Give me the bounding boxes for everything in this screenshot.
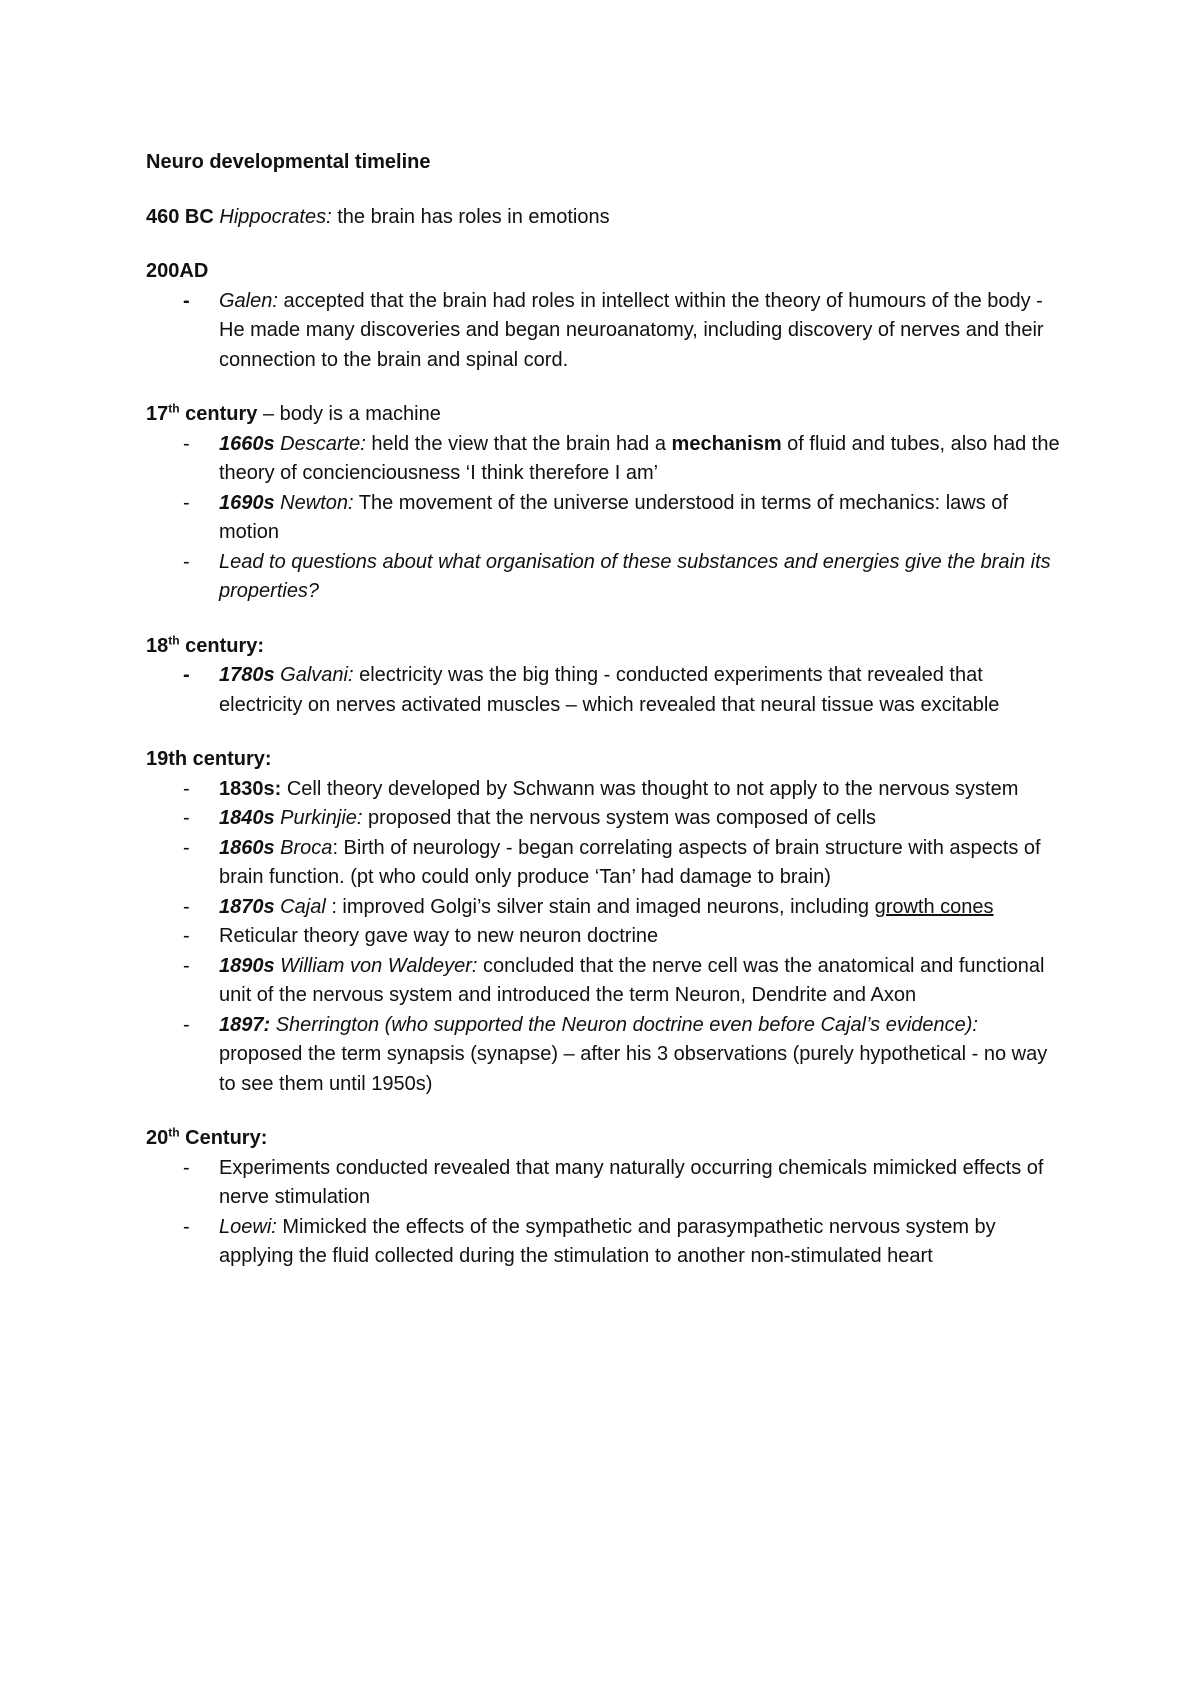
entry-text: concluded that the nerve cell was the anatomical and functional unit of the nervous system and introduced the term Neuron, Dendrite and Axon [219,954,1045,1006]
section-20th-century [146,1124,1066,1272]
entry-text: Lead to questions about what organisation of these substances and energies give the brain its properties? [219,550,1051,602]
entry-text: accepted that the brain had roles in intellect within the theory of humours of the body - He made many discoveries and began neuroanatomy, including discovery of nerves and their connection to the brain and spinal cord. [219,289,1044,371]
entry-person: Sherrington (who supported the Neuron doctrine even before Cajal’s evidence): [270,1013,978,1036]
list-item [146,489,1066,548]
entry-text: The movement of the universe understood in terms of mechanics: laws of motion [219,491,1008,543]
section-heading: 17th century – body is a machine [146,401,441,425]
list-item [146,1011,1066,1100]
entry-text: proposed the term synapsis (synapse) – after his 3 observations (purely hypothetical - no way to see them until 1950s) [219,1043,1048,1095]
entry-text: held the view that the brain had a [365,432,672,455]
entry-text: : Birth of neurology - began correlating aspects of brain structure with aspects of brain function. (pt who could only produce ‘Tan’ had damage to brain) [219,836,1041,888]
entry-date: 460 BC [146,205,214,228]
list-item [146,775,1066,805]
list-item [146,893,1066,923]
entry-person: Loewi: [219,1215,277,1238]
document-title: Neuro developmental timeline [146,151,431,173]
entry-person: Newton: [274,491,354,514]
item-list [146,661,1066,720]
entry-person: Cajal [274,895,326,918]
entry-date: 1890s [219,954,275,977]
entry-date: 1897: [219,1013,271,1036]
entry-text: of fluid and tubes, also had the theory of concienciousness ‘I think therefore I am’ [219,432,1060,484]
list-item [146,952,1066,1011]
entry-person: Broca [274,836,333,859]
list-item [146,661,1066,720]
entry-date: 1660s [219,432,275,455]
section-heading: 18th century: [146,632,265,657]
entry-date: 1870s [219,895,275,918]
item-list [146,430,1066,607]
list-item [146,1213,1066,1272]
entry-text: Reticular theory gave way to new neuron doctrine [219,925,659,947]
entry-person: William von Waldeyer: [274,954,478,977]
section-heading: 200AD [146,260,209,282]
list-item [146,1154,1066,1213]
entry-date: 1860s [219,836,275,859]
entry-text: the brain has roles in emotions [331,205,610,228]
entry-person: Purkinjie: [274,807,363,829]
list-item [146,430,1066,489]
section-18th-century [146,632,1066,721]
list-item [146,922,1066,952]
underlined-term: growth cones [874,895,994,918]
entry-person: Galvani: [274,664,354,686]
entry-date: 1830s: [219,777,282,800]
entry-date: 1780s [219,664,275,686]
list-item [146,804,1066,834]
entry-person: Hippocrates: [219,205,332,228]
section-19th-century [146,745,1066,1099]
entry-text: Cell theory developed by Schwann was thought to not apply to the nervous system [281,777,1019,800]
section-heading: 20th Century: [146,1125,268,1149]
document-body [146,148,1066,1297]
item-list [146,775,1066,1100]
list-item [146,834,1066,893]
entry-emphasis: mechanism [671,432,782,455]
entry-460bc [146,203,1066,233]
entry-text: electricity was the big thing - conducted experiments that revealed that electricity on nerves activated muscles – which revealed that neural tissue was excitable [219,664,1000,716]
entry-person: Descarte: [274,432,366,455]
list-item [146,548,1066,607]
item-list [146,1154,1066,1272]
entry-text: Experiments conducted revealed that many naturally occurring chemicals mimicked effects of nerve stimulation [219,1156,1044,1208]
section-17th-century [146,400,1066,607]
item-list [146,287,1066,376]
section-heading: 19th century: [146,748,272,770]
entry-text: Mimicked the effects of the sympathetic and parasympathetic nervous system by applying the fluid collected during the stimulation to another non-stimulated heart [219,1215,996,1267]
section-200ad [146,257,1066,375]
entry-person: Galen: [219,289,278,312]
list-item [146,287,1066,376]
entry-date: 1690s [219,491,275,514]
entry-text: : improved Golgi’s silver stain and imaged neurons, including [325,895,875,918]
entry-date: 1840s [219,807,275,829]
entry-text: proposed that the nervous system was composed of cells [362,807,877,829]
